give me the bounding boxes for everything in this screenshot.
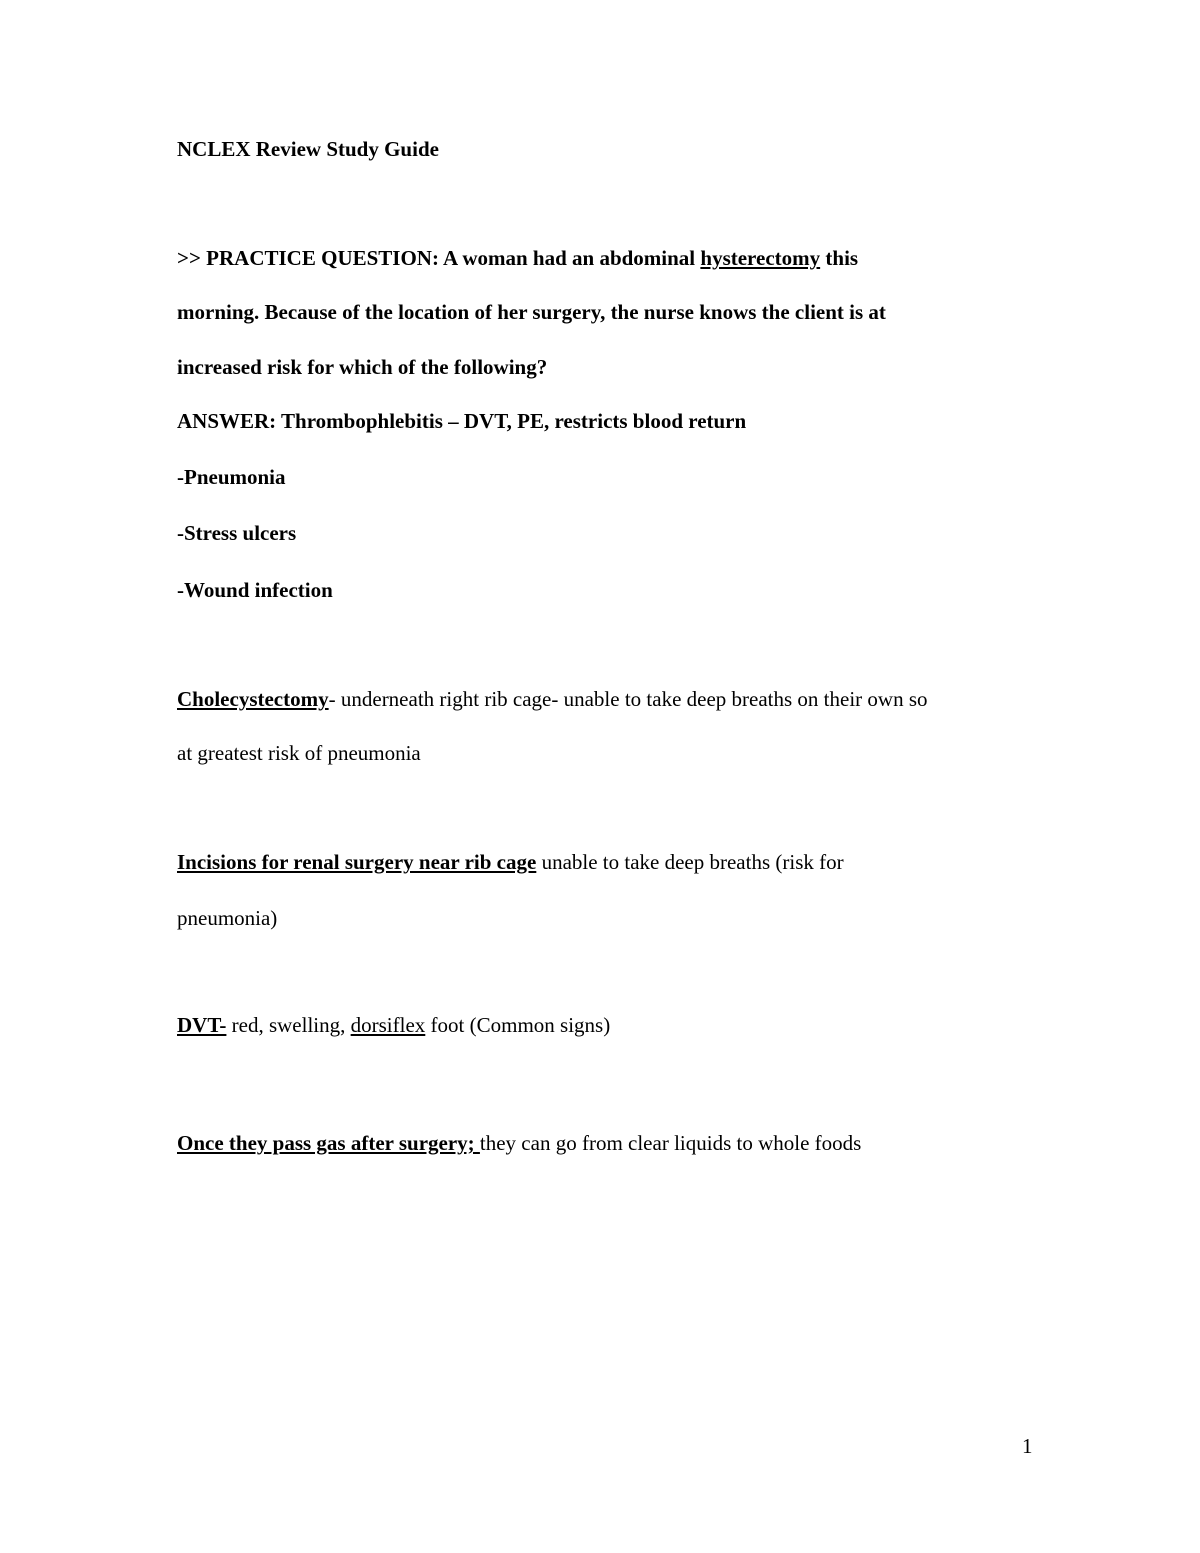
option-wound-infection: -Wound infection [177,578,333,602]
note-term-cholecystectomy: Cholecystectomy [177,687,329,711]
page-number: 1 [1022,1434,1033,1458]
note-text: foot (Common signs) [425,1013,611,1037]
note-dvt [177,1012,610,1038]
document-title: NCLEX Review Study Guide [177,137,439,161]
question-line-3: increased risk for which of the following? [177,355,548,379]
option-pneumonia: -Pneumonia [177,465,286,489]
question-line-1 [177,245,858,271]
note-pass-gas [177,1130,861,1156]
note-renal-surgery-line-2: pneumonia) [177,906,278,930]
answer-line: ANSWER: Thrombophlebitis – DVT, PE, restricts blood return [177,409,747,433]
question-prefix: >> PRACTICE QUESTION: A woman had an abdominal [177,246,701,270]
option-stress-ulcers: -Stress ulcers [177,521,297,545]
question-suffix: this [820,246,859,270]
note-text: unable to take deep breaths (risk for [536,850,844,874]
note-text: they can go from clear liquids to whole foods [479,1131,862,1155]
note-term-pass-gas: Once they pass gas after surgery; [177,1131,480,1155]
note-renal-surgery [177,849,844,875]
note-term-renal-surgery: Incisions for renal surgery near rib cage [177,850,537,874]
note-term-dorsiflex: dorsiflex [350,1013,426,1037]
note-term-dvt: DVT- [177,1013,227,1037]
question-line-2: morning. Because of the location of her surgery, the nurse knows the client is at [177,300,886,324]
note-cholecystectomy-line-2: at greatest risk of pneumonia [177,741,421,765]
note-text: red, swelling, [226,1013,351,1037]
question-term-hysterectomy: hysterectomy [700,246,821,270]
note-cholecystectomy [177,686,928,712]
note-text: - underneath right rib cage- unable to take deep breaths on their own so [328,687,928,711]
